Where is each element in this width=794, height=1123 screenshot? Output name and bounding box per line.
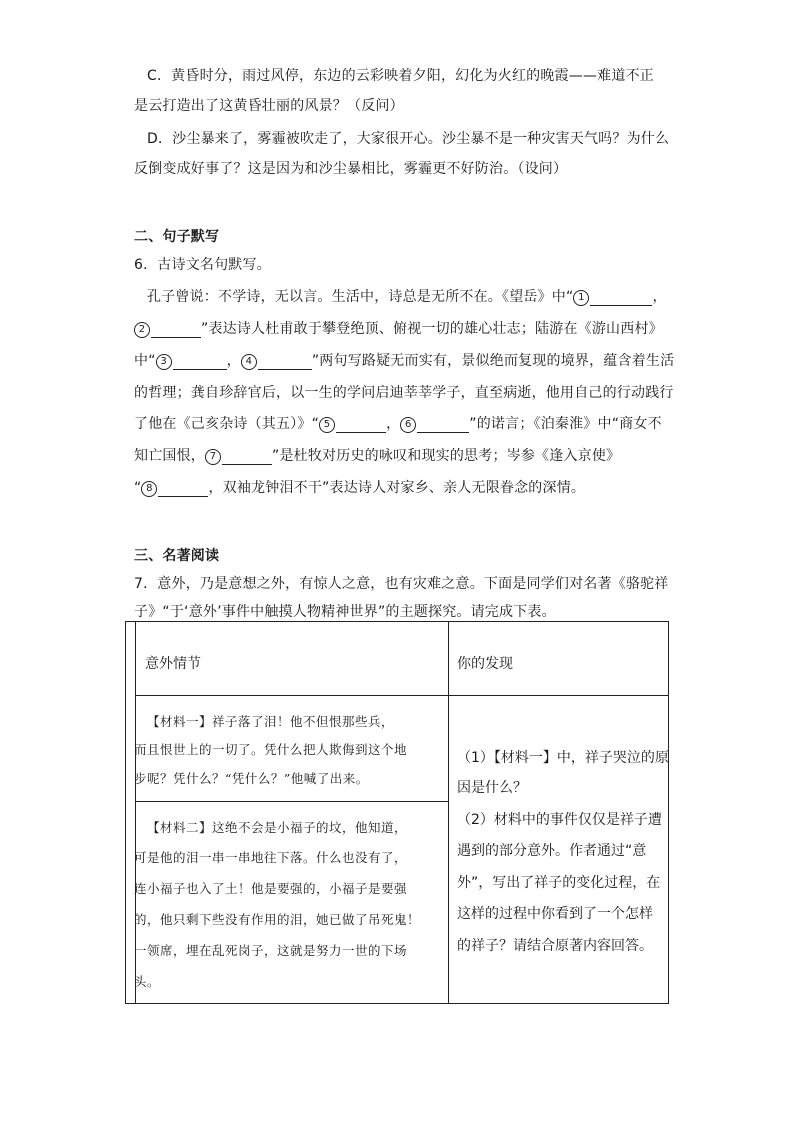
- table-header-discovery: [448, 621, 669, 696]
- q6-line6: 知亡国恨， 7 ”是杜牧对历史的咏叹和现实的思考；岑参《逢入京使》: [134, 448, 621, 464]
- blank-number-icon: 3: [156, 354, 172, 370]
- blank-number-icon: 1: [573, 290, 589, 306]
- discovery-cell[interactable]: [448, 695, 669, 1004]
- blank-number-icon: 2: [134, 322, 150, 338]
- q6-line7: “ 8 ，双袖龙钟泪不干”表达诗人对家乡、亲人无限眷念的深情。: [134, 480, 586, 496]
- material-2-cell: [135, 801, 449, 1004]
- material-2-line: 可是他的泪一串一串地往下落。什么也没有了，: [134, 850, 408, 865]
- q6-text: 孔子曾说：不学诗，无以言。生活中，诗总是无所不在。《望岳》中“: [147, 289, 574, 305]
- discovery-line: （2）材料中的事件仅仅是祥子遭: [457, 812, 662, 828]
- material-2-line: 连小福子也入了土！他是要强的，小福子是要强: [134, 881, 408, 896]
- q6-line4: 的哲理；龚自珍辞官后，以一生的学问启迪莘莘学子，直至病逝，他用自己的行动践行: [134, 385, 674, 401]
- material-2-line: 头。: [134, 974, 161, 989]
- material-1-cell: [135, 695, 449, 802]
- answer-blank-6[interactable]: [417, 416, 469, 433]
- question-6: 6．古诗文名句默写。: [134, 257, 271, 273]
- q6-line5: 了他在《己亥杂诗（其五）》“ 5 ， 6 ”的诺言；《泊秦淮》中“商女不: [134, 416, 662, 432]
- option-c-line2: 是云打造出了这黄昏壮丽的风景？（反问）: [134, 98, 404, 114]
- blank-number-icon: 4: [241, 354, 257, 370]
- answer-blank-8[interactable]: [158, 480, 208, 497]
- answer-blank-3[interactable]: [173, 353, 227, 370]
- discovery-line: 的祥子？请结合原著内容回答。: [457, 938, 653, 954]
- material-2-line: 一领席，埋在乱死岗子，这就是努力一世的下场: [134, 943, 408, 958]
- section-heading-classics: 三、名著阅读: [134, 548, 220, 564]
- column-header-plot: 意外情节: [145, 656, 201, 672]
- question-7-line1: 7．意外，乃是意想之外，有惊人之意，也有灾难之意。下面是同学们对名著《骆驼祥: [134, 576, 669, 592]
- material-1-line: 步呢？凭什么？“凭什么？”他喊了出来。: [134, 771, 369, 786]
- answer-blank-4[interactable]: [258, 353, 312, 370]
- material-1-line: 【材料一】祥子落了泪！他不但恨那些兵，: [147, 714, 395, 729]
- answer-blank-2[interactable]: [151, 321, 201, 338]
- q6-line2: 2 ”表达诗人杜甫敢于攀登绝顶、俯视一切的雄心壮志；陆游在《游山西村》: [134, 321, 663, 338]
- q6-line1: 孔子曾说：不学诗，无以言。生活中，诗总是无所不在。《望岳》中“ 1 ，: [147, 289, 667, 305]
- table-header-plot: [135, 621, 449, 696]
- discovery-line: 遇到的部分意外。作者通过“意: [457, 843, 647, 859]
- answer-blank-5[interactable]: [336, 416, 386, 433]
- column-header-discovery: 你的发现: [457, 656, 513, 672]
- blank-number-icon: 7: [205, 449, 221, 465]
- blank-number-icon: 6: [400, 417, 416, 433]
- discovery-line: 外”，写出了祥子的变化过程，在: [457, 875, 661, 891]
- material-2-line: 【材料二】这绝不会是小福子的坟，他知道，: [147, 820, 408, 835]
- discovery-line: （1）【材料一】中，祥子哭泣的原: [457, 750, 669, 766]
- q6-line3: 中“ 3 ， 4 ”两句写路疑无而实有，景似绝而复现的境界，蕴含着生活: [134, 353, 675, 369]
- blank-number-icon: 8: [141, 481, 157, 497]
- option-d-line2: 反倒变成好事了？这是因为和沙尘暴相比，雾霾更不好防治。（设问）: [134, 161, 568, 177]
- option-d-line1: D．沙尘暴来了，雾霾被吹走了，大家很开心。沙尘暴不是一种灾害天气吗？为什么: [147, 131, 670, 147]
- question-7-line2: 子》“于‘意外’事件中触摸人物精神世界”的主题探究。请完成下表。: [134, 604, 556, 620]
- answer-blank-1[interactable]: [590, 289, 652, 306]
- answer-blank-7[interactable]: [222, 448, 272, 465]
- discovery-line: 这样的过程中你看到了一个怎样: [457, 906, 653, 922]
- material-1-line: 而且恨世上的一切了。凭什么把人欺侮到这个地: [134, 742, 408, 757]
- blank-number-icon: 5: [319, 417, 335, 433]
- option-c-line1: C．黄昏时分，雨过风停，东边的云彩映着夕阳，幻化为火红的晚霞——难道不正: [147, 68, 654, 84]
- discovery-line: 因是什么？: [457, 780, 527, 796]
- section-heading-dictation: 二、句子默写: [134, 229, 220, 245]
- material-2-line: 的，他只剩下些没有作用的泪，她已做了吊死鬼！: [134, 912, 421, 927]
